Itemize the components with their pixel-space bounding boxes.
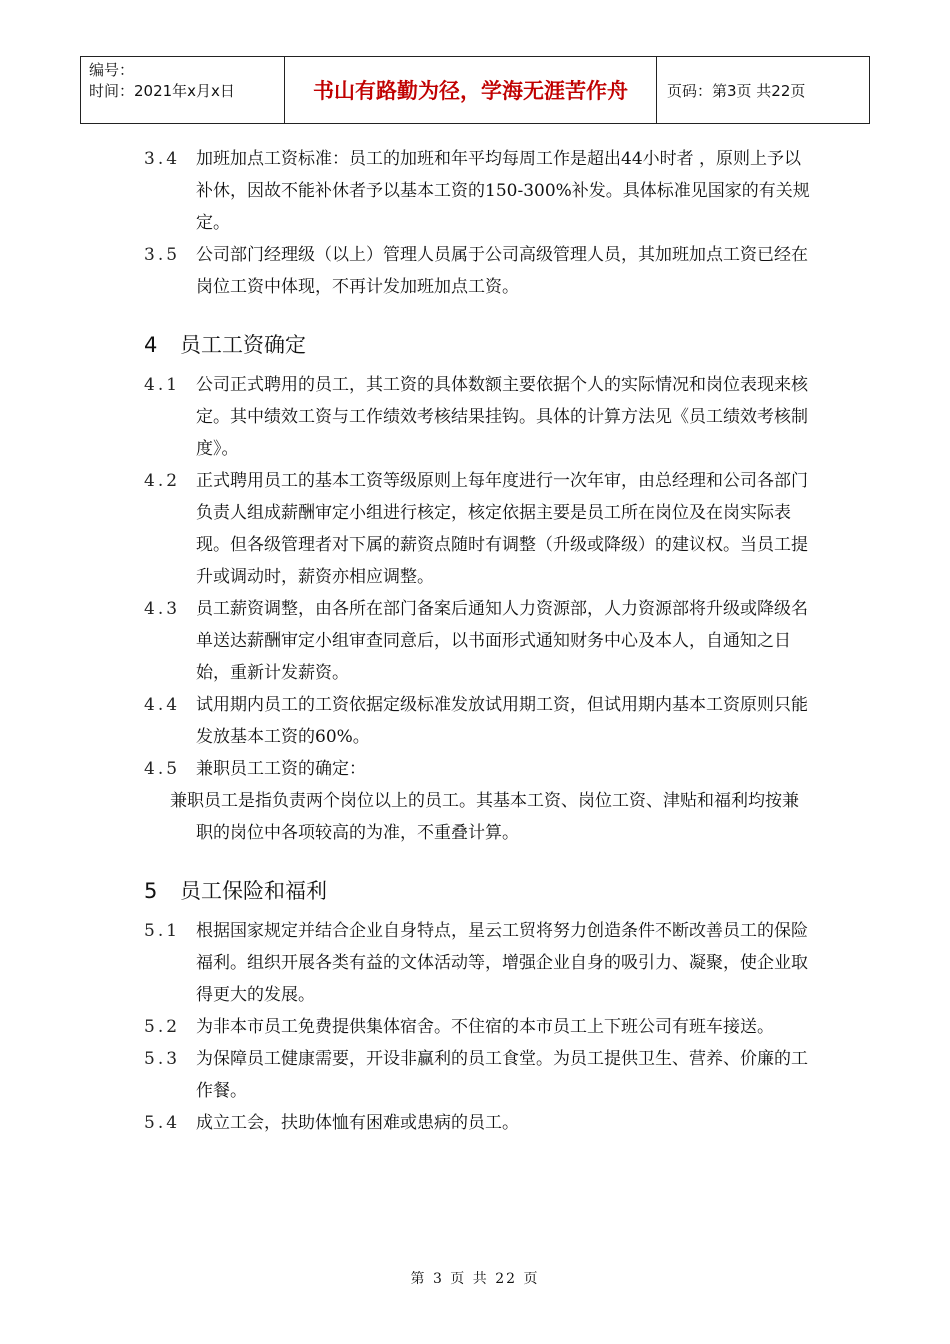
- clause-5-4: [144, 1107, 814, 1139]
- clause-number: 5.3: [144, 1049, 181, 1069]
- clause-number: 5.1: [144, 921, 181, 941]
- clause-number: 3.5: [144, 245, 181, 265]
- clause-4-4: [144, 689, 814, 753]
- clause-number: 5.2: [144, 1017, 181, 1037]
- clause-4-3: [144, 593, 814, 689]
- clause-text: 成立工会，扶助体恤有困难或患病的员工。: [196, 1113, 519, 1133]
- clause-4-5: [144, 753, 814, 785]
- clause-number: 4.3: [144, 599, 181, 619]
- clause-4-2: [144, 465, 814, 593]
- clause-text: 正式聘用员工的基本工资等级原则上每年度进行一次年审，由总经理和公司各部门负责人组成薪酬审定小组进行核定，核定依据主要是员工所在岗位及在岗实际表现。但各级管理者对下属的薪资点随时有调整（升级或降级）的建议权。当员工提升或调动时，薪资亦相应调整。: [196, 471, 808, 587]
- document-body: [144, 143, 814, 1139]
- section-number: 4: [144, 333, 158, 357]
- clause-3-4: [144, 143, 814, 239]
- clause-text: 为非本市员工免费提供集体宿舍。不住宿的本市员工上下班公司有班车接送。: [196, 1017, 774, 1037]
- clause-text: 加班加点工资标准：员工的加班和年平均每周工作是超出44小时者 ，原则上予以补休，因故不能补休者予以基本工资的150-300%补发。具体标准见国家的有关规定。: [196, 149, 810, 233]
- section-title: 员工保险和福利: [180, 879, 327, 903]
- number-label: 编号：: [89, 61, 135, 79]
- section-title: 员工工资确定: [180, 333, 306, 357]
- clause-text: 为保障员工健康需要，开设非赢利的员工食堂。为员工提供卫生、营养、价廉的工作餐。: [196, 1049, 808, 1101]
- clause-text: 兼职员工工资的确定：: [196, 759, 366, 779]
- section-number: 5: [144, 879, 158, 903]
- clause-number: 3.4: [144, 149, 181, 169]
- section-heading-4: [144, 329, 814, 361]
- clause-text: 员工薪资调整，由各所在部门备案后通知人力资源部，人力资源部将升级或降级名单送达薪酬审定小组审查同意后，以书面形式通知财务中心及本人，自通知之日始，重新计发薪资。: [196, 599, 808, 683]
- time-label: 时间：2021年x月x日: [89, 82, 235, 100]
- section-heading-5: [144, 875, 814, 907]
- clause-text: 公司正式聘用的员工，其工资的具体数额主要依据个人的实际情况和岗位表现来核定。其中绩效工资与工作绩效考核结果挂钩。具体的计算方法见《员工绩效考核制度》。: [196, 375, 808, 459]
- part-time-paragraph: 兼职员工是指负责两个岗位以上的员工。其基本工资、岗位工资、津贴和福利均按兼职的岗位中各项较高的为准，不重叠计算。: [170, 791, 799, 843]
- page-footer: 第 3 页 共 22 页: [410, 1271, 540, 1287]
- clause-text: 公司部门经理级（以上）管理人员属于公司高级管理人员，其加班加点工资已经在岗位工资中体现，不再计发加班加点工资。: [196, 245, 808, 297]
- clause-number: 4.4: [144, 695, 181, 715]
- clause-text: 根据国家规定并结合企业自身特点，星云工贸将努力创造条件不断改善员工的保险福利。组织开展各类有益的文体活动等，增强企业自身的吸引力、凝聚，使企业取得更大的发展。: [196, 921, 808, 1005]
- page-header-table: [80, 56, 870, 124]
- clause-3-5: [144, 239, 814, 303]
- clause-number: 5.4: [144, 1113, 181, 1133]
- clause-number: 4.1: [144, 375, 181, 395]
- clause-number: 4.5: [144, 759, 181, 779]
- clause-5-1: [144, 915, 814, 1011]
- clause-text: 试用期内员工的工资依据定级标准发放试用期工资，但试用期内基本工资原则只能发放基本工资的60%。: [196, 695, 808, 747]
- clause-4-1: [144, 369, 814, 465]
- clause-number: 4.2: [144, 471, 181, 491]
- clause-5-3: [144, 1043, 814, 1107]
- clause-5-2: [144, 1011, 814, 1043]
- header-page-info: 页码：第3页 共22页: [667, 81, 806, 100]
- header-meta-cell: [81, 57, 285, 123]
- header-motto: 书山有路勤为径，学海无涯苦作舟: [285, 57, 657, 123]
